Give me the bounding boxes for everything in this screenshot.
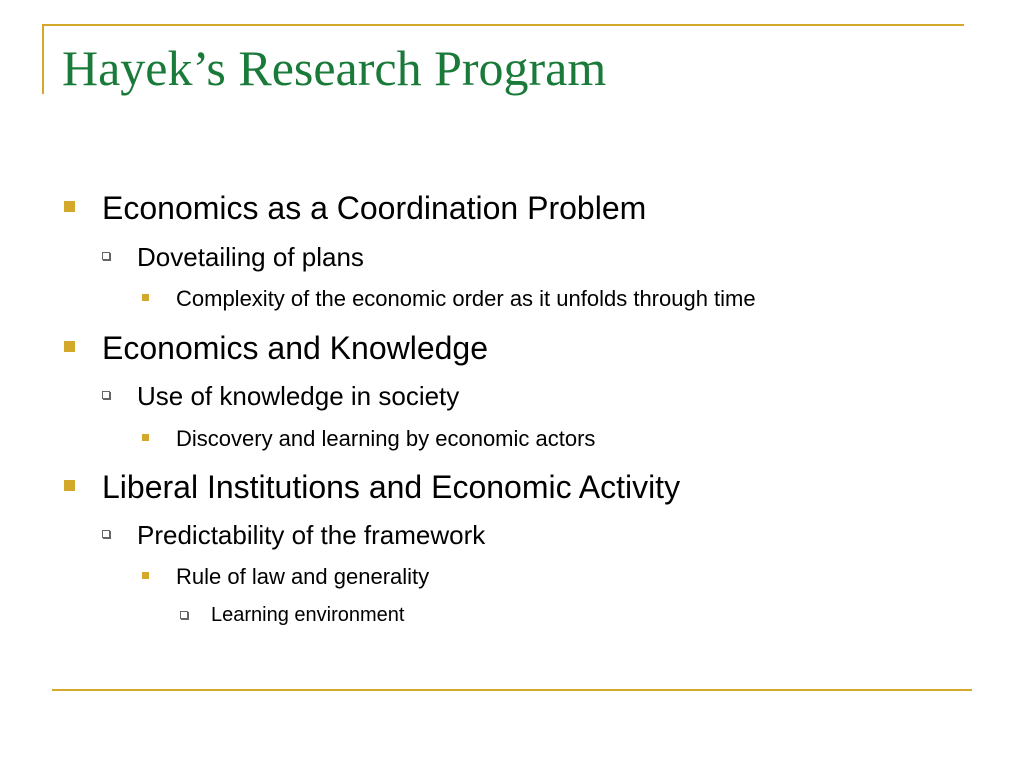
- filled-square-bullet-icon: [142, 572, 149, 579]
- filled-square-bullet-icon: [64, 201, 75, 212]
- filled-square-bullet-icon: [142, 294, 149, 301]
- bullet-text: Complexity of the economic order as it unfolds through time: [176, 286, 756, 311]
- bullet-text: Economics and Knowledge: [102, 330, 489, 366]
- bullet-text: Economics as a Coordination Problem: [102, 190, 647, 226]
- hollow-square-bullet-icon: [102, 391, 110, 399]
- bullet-text: Use of knowledge in society: [137, 381, 460, 411]
- hollow-square-bullet-icon: [102, 252, 110, 260]
- bottom-rule: [52, 689, 972, 691]
- bullet-text: Dovetailing of plans: [137, 242, 364, 272]
- bullet-text: Learning environment: [211, 604, 405, 626]
- hollow-square-bullet-icon: [180, 611, 188, 619]
- filled-square-bullet-icon: [64, 341, 75, 352]
- hollow-square-bullet-icon: [102, 530, 110, 538]
- filled-square-bullet-icon: [142, 434, 149, 441]
- bullet-text: Discovery and learning by economic actors: [176, 426, 596, 451]
- bullet-text: Predictability of the framework: [137, 520, 486, 550]
- left-rule: [42, 24, 44, 94]
- bullet-text: Rule of law and generality: [176, 564, 430, 589]
- top-rule: [42, 24, 964, 26]
- slide-title: Hayek’s Research Program: [62, 40, 607, 96]
- filled-square-bullet-icon: [64, 480, 75, 491]
- bullet-text: Liberal Institutions and Economic Activity: [102, 469, 681, 505]
